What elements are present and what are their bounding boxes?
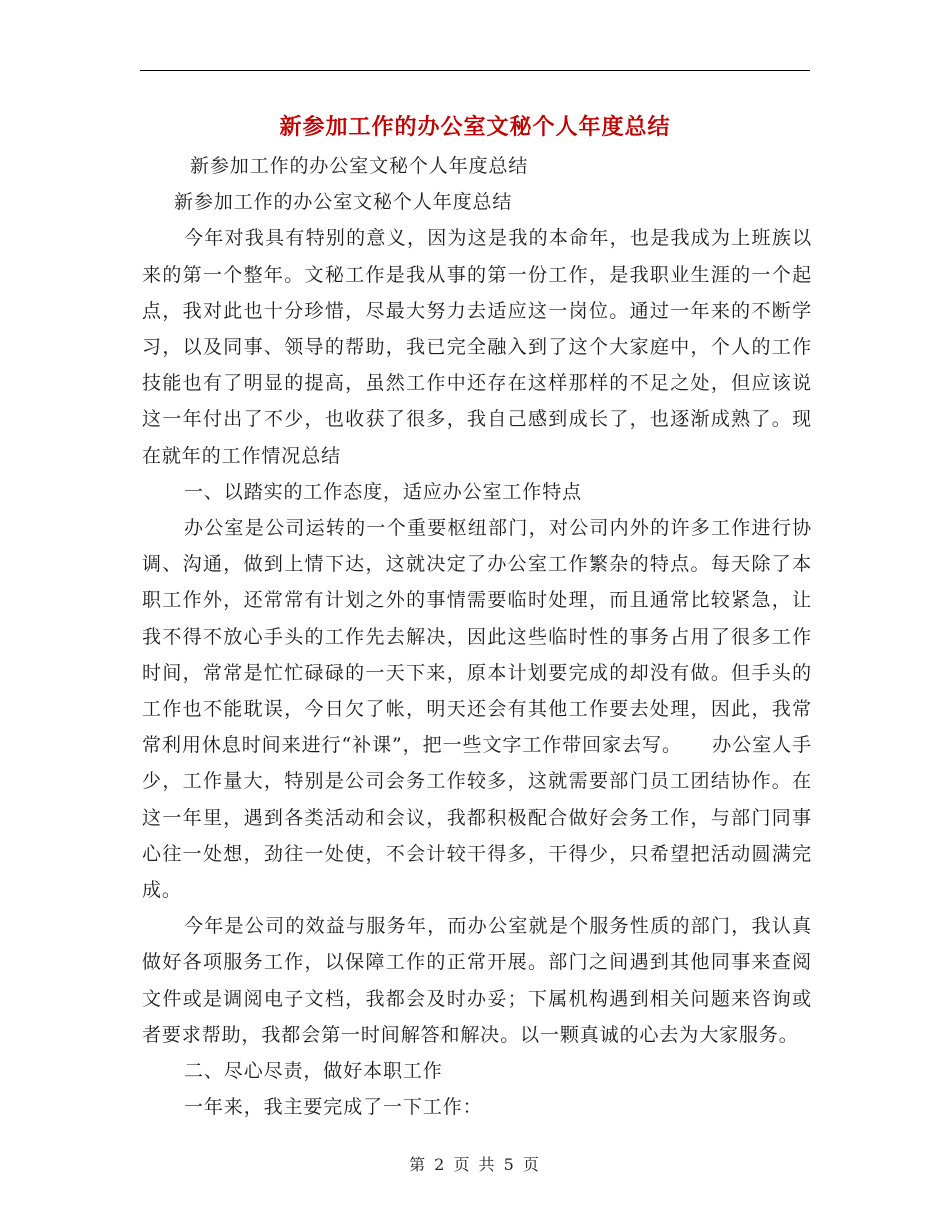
section-heading: 二、尽心尽责，做好本职工作 [184, 1060, 443, 1083]
body-paragraph: 今年是公司的效益与服务年，而办公室就是个服务性质的部门，我认真做好各项服务工作，以保障工作的正常开展。部门之间遇到其他同事来查阅文件或是调阅电子文档，我都会及时办妥；下属机构遇到相关问题来咨询或者要求帮助，我都会第一时间解答和解决。以一颗真诚的心去为大家服务。 [142, 915, 812, 1046]
header-rule [140, 70, 810, 71]
body-paragraph: 今年对我具有特别的意义，因为这是我的本命年，也是我成为上班族以来的第一个整年。文秘工作是我从事的第一份工作，是我职业生涯的一个起点，我对此也十分珍惜，尽最大努力去适应这一岗位。通过一年来的不断学习，以及同事、领导的帮助，我已完全融入到了这个大家庭中，个人的工作技能也有了明显的提高，虽然工作中还存在这样那样的不足之处，但应该说这一年付出了不少，也收获了很多，我自己感到成长了，也逐渐成熟了。现在就年的工作情况总结 [142, 227, 812, 467]
body-paragraph: 一年来，我主要完成了一下工作： [184, 1096, 483, 1119]
subtitle-line: 新参加工作的办公室文秘个人年度总结 [174, 191, 513, 214]
body-paragraph: 办公室是公司运转的一个重要枢纽部门，对公司内外的许多工作进行协调、沟通，做到上情下达，这就决定了办公室工作繁杂的特点。每天除了本职工作外，还常常有计划之外的事情需要临时处理，而且通常比较紧急，让我不得不放心手头的工作先去解决，因此这些临时性的事务占用了很多工作时间，常常是忙忙碌碌的一天下来，原本计划要完成的却没有做。但手头的工作也不能耽误，今日欠了帐，明天还会有其他工作要去处理，因此，我常常利用休息时间来进行“补课”，把一些文字工作带回家去写。 办公室人手少，工作量大，特别是公司会务工作较多，这就需要部门员工团结协作。在这一年里，遇到各类活动和会议，我都积极配合做好会务工作，与部门同事心往一处想，劲往一处使，不会计较干得多，干得少，只希望把活动圆满完成。 [142, 517, 812, 902]
section-heading: 一、以踏实的工作态度，适应办公室工作特点 [184, 480, 583, 503]
document-body [142, 148, 812, 1125]
page-number: 第 2 页 共 5 页 [409, 1155, 541, 1174]
document-title: 新参加工作的办公室文秘个人年度总结 [279, 114, 671, 140]
subtitle-line: 新参加工作的办公室文秘个人年度总结 [190, 155, 529, 177]
